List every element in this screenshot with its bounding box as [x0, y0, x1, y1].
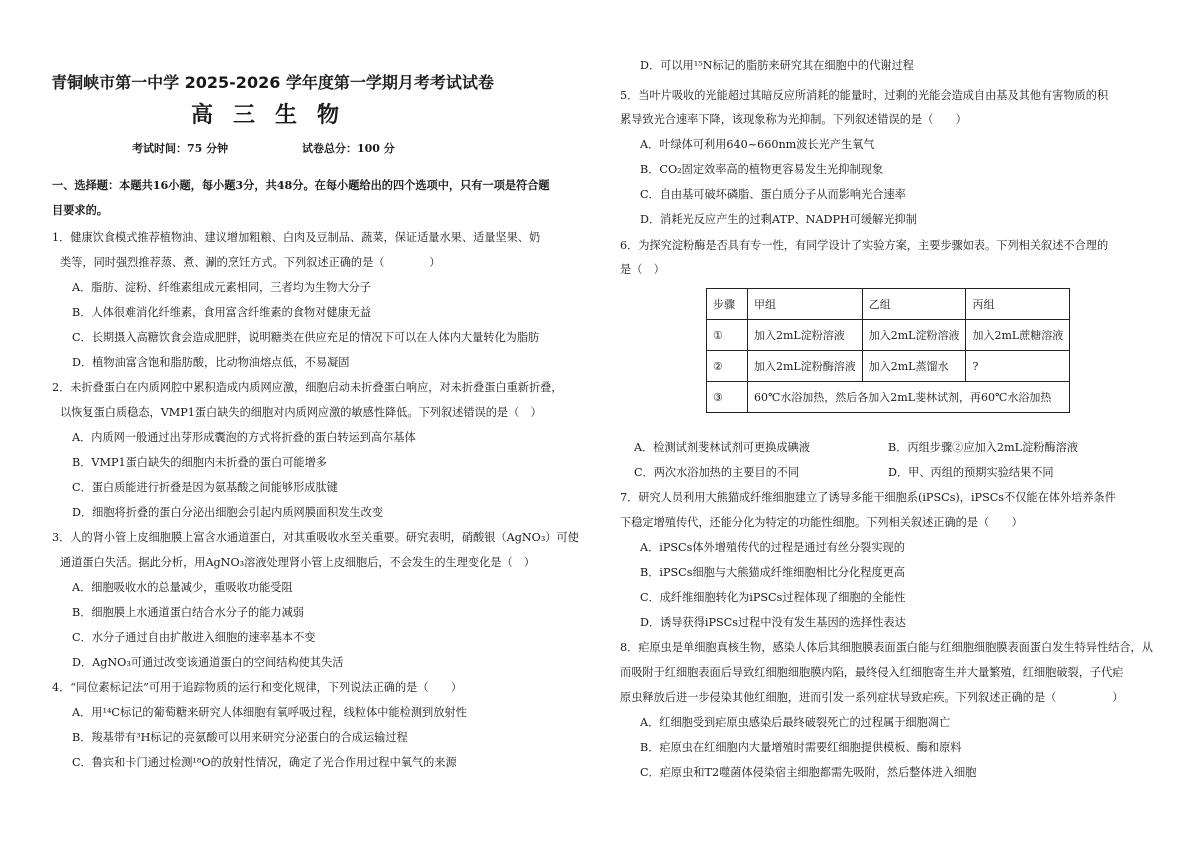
table-cell: ?: [966, 351, 1070, 382]
table-cell: ③: [707, 382, 748, 413]
subject-title: 高三生物: [190, 102, 359, 128]
question-1-option-a: A．脂肪、淀粉、纤维素组成元素相同，三者均为生物大分子: [72, 281, 371, 294]
exam-title: 青铜峡市第一中学 2025-2026 学年度第一学期月考考试试卷: [51, 73, 494, 92]
question-7-stem: 7．研究人员利用大熊猫成纤维细胞建立了诱导多能干细胞系(iPSCs)，iPSCs不仅能在体外培养条件: [620, 491, 1116, 504]
question-1-option-d: D．植物油富含饱和脂肪酸，比动物油熔点低，不易凝固: [72, 356, 350, 369]
table-header-cell: 甲组: [748, 289, 863, 320]
question-3-option-d: D．AgNO₃可通过改变该通道蛋白的空间结构使其失活: [72, 656, 344, 669]
question-4-stem: 4．“同位素标记法”可用于追踪物质的运行和变化规律，下列说法正确的是（ ）: [52, 681, 463, 694]
question-4-option-c: C．鲁宾和卡门通过检测¹⁸O的放射性情况，确定了光合作用过程中氧气的来源: [72, 756, 457, 769]
question-6-option-c: C．两次水浴加热的主要目的不同: [634, 466, 800, 479]
question-2-option-c: C．蛋白质能进行折叠是因为氨基酸之间能够形成肽键: [72, 481, 338, 494]
total-score: 试卷总分：100 分: [302, 142, 395, 155]
question-4-option-d: D．可以用¹⁵N标记的脂肪来研究其在细胞中的代谢过程: [640, 59, 914, 72]
question-5-stem: 累导致光合速率下降，该现象称为光抑制。下列叙述错误的是（ ）: [620, 113, 967, 126]
question-6-option-d: D．甲、丙组的预期实验结果不同: [888, 466, 1054, 479]
table-row: [707, 320, 1070, 351]
question-7-option-c: C．成纤维细胞转化为iPSCs过程体现了细胞的全能性: [640, 591, 906, 604]
question-7-option-a: A．iPSCs体外增殖传代的过程是通过有丝分裂实现的: [640, 541, 905, 554]
question-5-stem: 5．当叶片吸收的光能超过其暗反应所消耗的能量时，过剩的光能会造成自由基及其他有害物质的积: [620, 89, 1109, 102]
question-8-option-b: B．疟原虫在红细胞内大量增殖时需要红细胞提供模板、酶和原料: [640, 741, 962, 754]
question-2-stem: 2．未折叠蛋白在内质网腔中累积造成内质网应激，细胞启动未折叠蛋白响应，对未折叠蛋白重新折叠，: [52, 381, 563, 394]
question-2-stem: 以恢复蛋白质稳态，VMP1蛋白缺失的细胞对内质网应激的敏感性降低。下列叙述错误的是（ ）: [60, 406, 542, 419]
table-cell: 60℃水浴加热，然后各加入2mL斐林试剂，再60℃水浴加热: [748, 382, 1070, 413]
question-1-stem: 类等，同时强烈推荐蒸、煮、涮的烹饪方式。下列叙述正确的是（ ）: [60, 256, 441, 269]
question-3-option-c: C．水分子通过自由扩散进入细胞的速率基本不变: [72, 631, 316, 644]
table-header-cell: 步骤: [707, 289, 748, 320]
question-5-option-d: D．消耗光反应产生的过剩ATP、NADPH可缓解光抑制: [640, 213, 917, 226]
table-row: [707, 289, 1070, 320]
question-5-option-a: A．叶绿体可利用640~660nm波长光产生氧气: [640, 138, 875, 151]
table-cell: 加入2mL淀粉溶液: [862, 320, 966, 351]
question-1-stem: 1．健康饮食模式推荐植物油、建议增加粗粮、白肉及豆制品、蔬菜，保证适量水果、适量坚果、奶: [52, 231, 541, 244]
question-8-option-a: A．红细胞受到疟原虫感染后最终破裂死亡的过程属于细胞凋亡: [640, 716, 951, 729]
question-6-option-b: B．丙组步骤②应加入2mL淀粉酶溶液: [888, 441, 1079, 454]
question-8-stem: 8．疟原虫是单细胞真核生物，感染人体后其细胞膜表面蛋白能与红细胞细胞膜表面蛋白发生特异性结合，从: [620, 641, 1153, 654]
section-heading-cont: 目要求的。: [52, 203, 108, 217]
question-8-option-c: C．疟原虫和T2噬菌体侵染宿主细胞都需先吸附，然后整体进入细胞: [640, 766, 977, 779]
question-7-option-b: B．iPSCs细胞与大熊猫成纤维细胞相比分化程度更高: [640, 566, 906, 579]
question-8-stem: 原虫释放后进一步侵染其他红细胞，进而引发一系列症状导致疟疾。下列叙述正确的是（ ）: [620, 691, 1124, 704]
table-cell: ①: [707, 320, 748, 351]
question-3-option-a: A．细胞吸收水的总量减少，重吸收功能受阻: [72, 581, 293, 594]
question-3-stem: 3．人的肾小管上皮细胞膜上富含水通道蛋白，对其重吸收水至关重要。研究表明，硝酸银（AgNO₃）可使: [52, 531, 579, 544]
table-header-cell: 乙组: [862, 289, 966, 320]
question-5-option-b: B．CO₂固定效率高的植物更容易发生光抑制现象: [640, 163, 884, 176]
question-3-option-b: B．细胞膜上水通道蛋白结合水分子的能力减弱: [72, 606, 304, 619]
question-1-option-b: B．人体很难消化纤维素，食用富含纤维素的食物对健康无益: [72, 306, 372, 319]
question-3-stem: 通道蛋白失活。据此分析，用AgNO₃溶液处理肾小管上皮细胞后，不会发生的生理变化是（ ）: [60, 556, 536, 569]
question-8-stem: 而吸附于红细胞表面后导致红细胞细胞膜内陷，最终侵入红细胞寄生并大量繁殖，红细胞破裂，子代疟: [620, 666, 1124, 679]
question-4-option-b: B．羧基带有³H标记的亮氨酸可以用来研究分泌蛋白的合成运输过程: [72, 731, 408, 744]
question-2-option-b: B．VMP1蛋白缺失的细胞内未折叠的蛋白可能增多: [72, 456, 327, 469]
table-cell: 加入2mL淀粉酶溶液: [748, 351, 863, 382]
table-cell: 加入2mL淀粉溶液: [748, 320, 863, 351]
table-row: [707, 382, 1070, 413]
question-6-option-a: A．检测试剂斐林试剂可更换成碘液: [634, 441, 810, 454]
experiment-table: [706, 288, 1070, 413]
question-7-stem: 下稳定增殖传代，还能分化为特定的功能性细胞。下列相关叙述正确的是（ ）: [620, 516, 1023, 529]
exam-time: 考试时间：75 分钟: [132, 142, 229, 155]
table-cell: 加入2mL蒸馏水: [862, 351, 966, 382]
question-6-stem: 6．为探究淀粉酶是否具有专一性，有同学设计了实验方案，主要步骤如表。下列相关叙述不合理的: [620, 239, 1109, 252]
question-2-option-d: D．细胞将折叠的蛋白分泌出细胞会引起内质网膜面积发生改变: [72, 506, 384, 519]
table-cell: ②: [707, 351, 748, 382]
table-row: [707, 351, 1070, 382]
question-6-stem: 是（ ）: [620, 263, 665, 276]
question-4-option-a: A．用¹⁴C标记的葡萄糖来研究人体细胞有氧呼吸过程，线粒体中能检测到放射性: [72, 706, 467, 719]
question-2-option-a: A．内质网一般通过出芽形成囊泡的方式将折叠的蛋白转运到高尔基体: [72, 431, 416, 444]
question-1-option-c: C．长期摄入高糖饮食会造成肥胖，说明糖类在供应充足的情况下可以在人体内大量转化为脂肪: [72, 331, 540, 344]
question-7-option-d: D．诱导获得iPSCs过程中没有发生基因的选择性表达: [640, 616, 906, 629]
section-heading: 一、选择题：本题共16小题，每小题3分，共48分。在每小题给出的四个选项中，只有一项是符合题: [52, 178, 550, 192]
table-cell: 加入2mL蔗糖溶液: [966, 320, 1070, 351]
question-5-option-c: C．自由基可破坏磷脂、蛋白质分子从而影响光合速率: [640, 188, 906, 201]
table-header-cell: 丙组: [966, 289, 1070, 320]
